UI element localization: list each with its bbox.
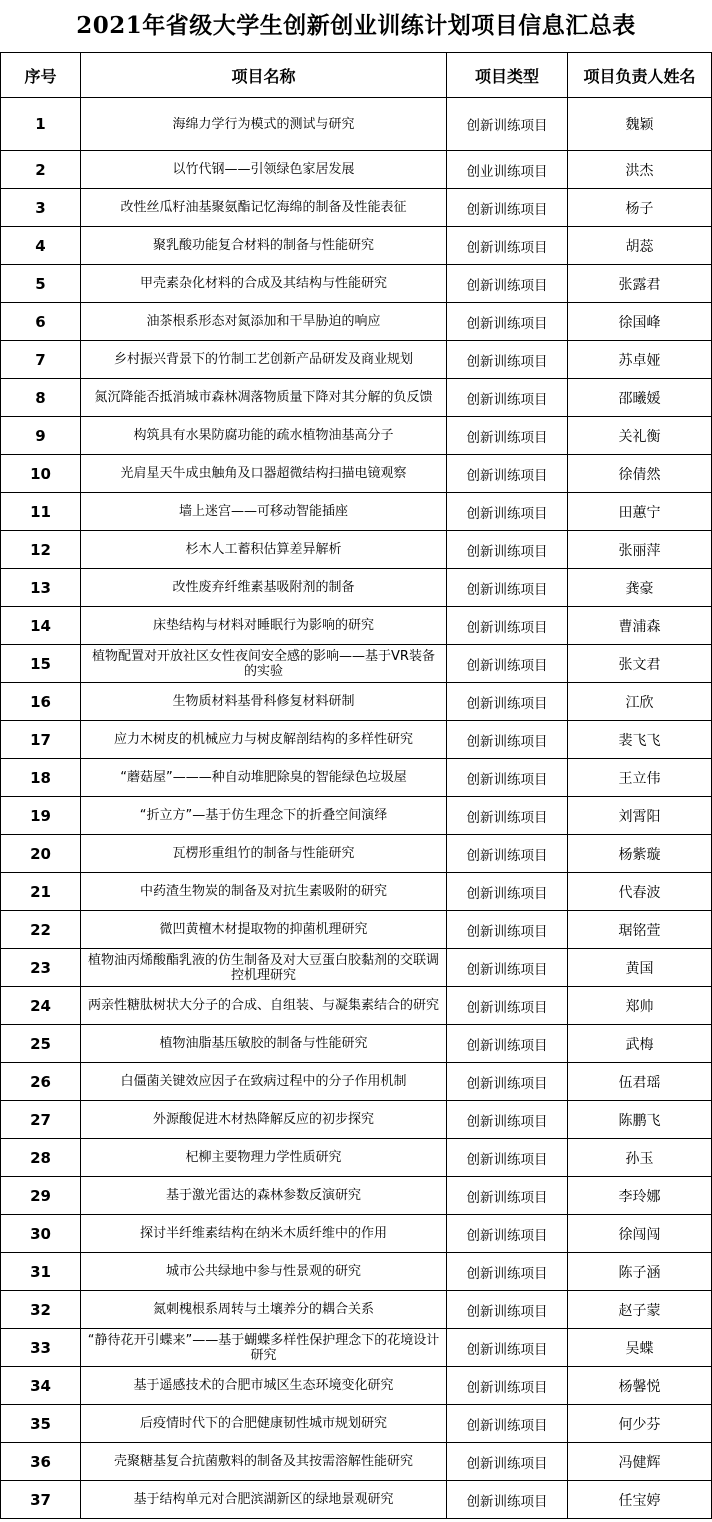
table-row [1, 151, 712, 189]
table-row [1, 873, 712, 911]
project-name-cell: 聚乳酸功能复合材料的制备与性能研究 [81, 227, 447, 265]
leader-name-cell: 陈子涵 [568, 1253, 712, 1291]
table-row [1, 683, 712, 721]
project-type-cell: 创新训练项目 [447, 1063, 568, 1101]
leader-name-cell: 琚铭萱 [568, 911, 712, 949]
project-name-cell: 杞柳主要物理力学性质研究 [81, 1139, 447, 1177]
row-number: 1 [1, 98, 81, 151]
project-name-cell: 基于激光雷达的森林参数反演研究 [81, 1177, 447, 1215]
table-row [1, 645, 712, 683]
row-number: 29 [1, 1177, 81, 1215]
leader-name-cell: 裴飞飞 [568, 721, 712, 759]
project-type-cell: 创新训练项目 [447, 1215, 568, 1253]
project-name-cell: 杉木人工蓄积估算差异解析 [81, 531, 447, 569]
project-name-cell: 基于遥感技术的合肥市城区生态环境变化研究 [81, 1367, 447, 1405]
leader-name-cell: 吴蝶 [568, 1329, 712, 1367]
header-leader-name: 项目负责人姓名 [568, 53, 712, 98]
table-row [1, 379, 712, 417]
project-type-cell: 创新训练项目 [447, 189, 568, 227]
project-name-cell: “静待花开引蝶来”——基于蝴蝶多样性保护理念下的花境设计研究 [81, 1329, 447, 1367]
project-type-cell: 创新训练项目 [447, 303, 568, 341]
table-row [1, 1443, 712, 1481]
table-row [1, 1329, 712, 1367]
leader-name-cell: 张丽萍 [568, 531, 712, 569]
table-row [1, 455, 712, 493]
project-type-cell: 创新训练项目 [447, 1177, 568, 1215]
leader-name-cell: 徐倩然 [568, 455, 712, 493]
project-name-cell: 墙上迷宫——可移动智能插座 [81, 493, 447, 531]
project-name-cell: “蘑菇屋”———种自动堆肥除臭的智能绿色垃圾屋 [81, 759, 447, 797]
project-name-cell: 植物油丙烯酸酯乳液的仿生制备及对大豆蛋白胶黏剂的交联调控机理研究 [81, 949, 447, 987]
project-type-cell: 创新训练项目 [447, 645, 568, 683]
project-type-cell: 创新训练项目 [447, 1481, 568, 1519]
project-type-cell: 创新训练项目 [447, 1405, 568, 1443]
project-type-cell: 创业训练项目 [447, 151, 568, 189]
row-number: 2 [1, 151, 81, 189]
header-project-name: 项目名称 [81, 53, 447, 98]
table-row [1, 303, 712, 341]
project-name-cell: 白僵菌关键效应因子在致病过程中的分子作用机制 [81, 1063, 447, 1101]
row-number: 24 [1, 987, 81, 1025]
table-row [1, 493, 712, 531]
project-name-cell: 后疫情时代下的合肥健康韧性城市规划研究 [81, 1405, 447, 1443]
leader-name-cell: 冯健辉 [568, 1443, 712, 1481]
leader-name-cell: 张文君 [568, 645, 712, 683]
leader-name-cell: 张露君 [568, 265, 712, 303]
project-name-cell: 改性丝瓜籽油基聚氨酯记忆海绵的制备及性能表征 [81, 189, 447, 227]
leader-name-cell: 杨紫璇 [568, 835, 712, 873]
project-type-cell: 创新训练项目 [447, 797, 568, 835]
row-number: 23 [1, 949, 81, 987]
row-number: 30 [1, 1215, 81, 1253]
leader-name-cell: 何少芬 [568, 1405, 712, 1443]
row-number: 14 [1, 607, 81, 645]
table-row [1, 911, 712, 949]
row-number: 4 [1, 227, 81, 265]
project-name-cell: “折立方”—基于仿生理念下的折叠空间演绎 [81, 797, 447, 835]
header-project-type: 项目类型 [447, 53, 568, 98]
table-row [1, 189, 712, 227]
project-name-cell: 两亲性糖肽树状大分子的合成、自组装、与凝集素结合的研究 [81, 987, 447, 1025]
leader-name-cell: 伍君瑶 [568, 1063, 712, 1101]
table-row [1, 1405, 712, 1443]
project-type-cell: 创新训练项目 [447, 607, 568, 645]
leader-name-cell: 陈鹏飞 [568, 1101, 712, 1139]
project-type-cell: 创新训练项目 [447, 1025, 568, 1063]
table-row [1, 1367, 712, 1405]
project-type-cell: 创新训练项目 [447, 341, 568, 379]
project-type-cell: 创新训练项目 [447, 1139, 568, 1177]
project-name-cell: 植物配置对开放社区女性夜间安全感的影响——基于VR装备的实验 [81, 645, 447, 683]
row-number: 16 [1, 683, 81, 721]
project-type-cell: 创新训练项目 [447, 1443, 568, 1481]
project-type-cell: 创新训练项目 [447, 721, 568, 759]
project-type-cell: 创新训练项目 [447, 987, 568, 1025]
leader-name-cell: 关礼衡 [568, 417, 712, 455]
project-type-cell: 创新训练项目 [447, 683, 568, 721]
project-name-cell: 氮沉降能否抵消城市森林凋落物质量下降对其分解的负反馈 [81, 379, 447, 417]
row-number: 11 [1, 493, 81, 531]
leader-name-cell: 郑帅 [568, 987, 712, 1025]
row-number: 37 [1, 1481, 81, 1519]
row-number: 18 [1, 759, 81, 797]
project-name-cell: 外源酸促进木材热降解反应的初步探究 [81, 1101, 447, 1139]
project-type-cell: 创新训练项目 [447, 493, 568, 531]
leader-name-cell: 刘霄阳 [568, 797, 712, 835]
project-type-cell: 创新训练项目 [447, 1101, 568, 1139]
leader-name-cell: 黄国 [568, 949, 712, 987]
leader-name-cell: 魏颖 [568, 98, 712, 151]
leader-name-cell: 徐国峰 [568, 303, 712, 341]
table-row [1, 1215, 712, 1253]
table-row [1, 1139, 712, 1177]
row-number: 22 [1, 911, 81, 949]
row-number: 17 [1, 721, 81, 759]
row-number: 15 [1, 645, 81, 683]
row-number: 19 [1, 797, 81, 835]
leader-name-cell: 杨子 [568, 189, 712, 227]
project-name-cell: 光肩星天牛成虫触角及口器超微结构扫描电镜观察 [81, 455, 447, 493]
row-number: 12 [1, 531, 81, 569]
project-type-cell: 创新训练项目 [447, 227, 568, 265]
table-body [1, 98, 712, 1519]
table-row [1, 417, 712, 455]
leader-name-cell: 徐闯闯 [568, 1215, 712, 1253]
table-row [1, 607, 712, 645]
project-name-cell: 构筑具有水果防腐功能的疏水植物油基高分子 [81, 417, 447, 455]
project-name-cell: 氮刺槐根系周转与土壤养分的耦合关系 [81, 1291, 447, 1329]
leader-name-cell: 武梅 [568, 1025, 712, 1063]
project-name-cell: 城市公共绿地中参与性景观的研究 [81, 1253, 447, 1291]
header-no: 序号 [1, 53, 81, 98]
project-name-cell: 乡村振兴背景下的竹制工艺创新产品研发及商业规划 [81, 341, 447, 379]
project-type-cell: 创新训练项目 [447, 1253, 568, 1291]
table-row [1, 721, 712, 759]
row-number: 13 [1, 569, 81, 607]
project-type-cell: 创新训练项目 [447, 98, 568, 151]
project-type-cell: 创新训练项目 [447, 569, 568, 607]
project-type-cell: 创新训练项目 [447, 417, 568, 455]
row-number: 33 [1, 1329, 81, 1367]
leader-name-cell: 邵曦媛 [568, 379, 712, 417]
table-row [1, 759, 712, 797]
project-type-cell: 创新训练项目 [447, 265, 568, 303]
project-name-cell: 改性废弃纤维素基吸附剂的制备 [81, 569, 447, 607]
page-title: 2021年省级大学生创新创业训练计划项目信息汇总表 [76, 12, 636, 39]
table-row [1, 835, 712, 873]
leader-name-cell: 田蕙宁 [568, 493, 712, 531]
leader-name-cell: 江欣 [568, 683, 712, 721]
table-row [1, 1101, 712, 1139]
table-row [1, 569, 712, 607]
row-number: 36 [1, 1443, 81, 1481]
project-name-cell: 应力木树皮的机械应力与树皮解剖结构的多样性研究 [81, 721, 447, 759]
row-number: 21 [1, 873, 81, 911]
project-name-cell: 油茶根系形态对氮添加和干旱胁迫的响应 [81, 303, 447, 341]
project-name-cell: 海绵力学行为模式的测试与研究 [81, 98, 447, 151]
leader-name-cell: 杨馨悦 [568, 1367, 712, 1405]
row-number: 3 [1, 189, 81, 227]
project-type-cell: 创新训练项目 [447, 379, 568, 417]
project-name-cell: 中药渣生物炭的制备及对抗生素吸附的研究 [81, 873, 447, 911]
table-row [1, 341, 712, 379]
table-row [1, 531, 712, 569]
table-row [1, 797, 712, 835]
project-type-cell: 创新训练项目 [447, 1367, 568, 1405]
table-row [1, 1291, 712, 1329]
project-name-cell: 以竹代钢——引领绿色家居发展 [81, 151, 447, 189]
leader-name-cell: 王立伟 [568, 759, 712, 797]
row-number: 27 [1, 1101, 81, 1139]
leader-name-cell: 曹浦森 [568, 607, 712, 645]
row-number: 10 [1, 455, 81, 493]
table-row [1, 98, 712, 151]
row-number: 28 [1, 1139, 81, 1177]
row-number: 31 [1, 1253, 81, 1291]
table-row [1, 949, 712, 987]
leader-name-cell: 李玲娜 [568, 1177, 712, 1215]
project-type-cell: 创新训练项目 [447, 455, 568, 493]
leader-name-cell: 代春波 [568, 873, 712, 911]
project-type-cell: 创新训练项目 [447, 531, 568, 569]
table-row [1, 265, 712, 303]
table-row [1, 1063, 712, 1101]
table-row [1, 227, 712, 265]
row-number: 35 [1, 1405, 81, 1443]
project-name-cell: 甲壳素杂化材料的合成及其结构与性能研究 [81, 265, 447, 303]
row-number: 20 [1, 835, 81, 873]
row-number: 32 [1, 1291, 81, 1329]
table-row [1, 1481, 712, 1519]
leader-name-cell: 龚豪 [568, 569, 712, 607]
project-name-cell: 探讨半纤维素结构在纳米木质纤维中的作用 [81, 1215, 447, 1253]
row-number: 7 [1, 341, 81, 379]
table-row [1, 1253, 712, 1291]
project-table [0, 52, 712, 1519]
table-row [1, 1177, 712, 1215]
project-name-cell: 瓦楞形重组竹的制备与性能研究 [81, 835, 447, 873]
project-type-cell: 创新训练项目 [447, 759, 568, 797]
leader-name-cell: 任宝婷 [568, 1481, 712, 1519]
leader-name-cell: 胡蕊 [568, 227, 712, 265]
project-type-cell: 创新训练项目 [447, 1329, 568, 1367]
row-number: 8 [1, 379, 81, 417]
row-number: 6 [1, 303, 81, 341]
project-name-cell: 床垫结构与材料对睡眠行为影响的研究 [81, 607, 447, 645]
project-name-cell: 植物油脂基压敏胶的制备与性能研究 [81, 1025, 447, 1063]
leader-name-cell: 苏卓娅 [568, 341, 712, 379]
project-name-cell: 微凹黄檀木材提取物的抑菌机理研究 [81, 911, 447, 949]
project-type-cell: 创新训练项目 [447, 1291, 568, 1329]
project-type-cell: 创新训练项目 [447, 911, 568, 949]
table-header-row [1, 53, 712, 98]
table-row [1, 1025, 712, 1063]
row-number: 26 [1, 1063, 81, 1101]
row-number: 9 [1, 417, 81, 455]
project-type-cell: 创新训练项目 [447, 949, 568, 987]
project-name-cell: 生物质材料基骨科修复材料研制 [81, 683, 447, 721]
row-number: 34 [1, 1367, 81, 1405]
row-number: 5 [1, 265, 81, 303]
leader-name-cell: 洪杰 [568, 151, 712, 189]
leader-name-cell: 赵子蒙 [568, 1291, 712, 1329]
project-type-cell: 创新训练项目 [447, 873, 568, 911]
project-name-cell: 基于结构单元对合肥滨湖新区的绿地景观研究 [81, 1481, 447, 1519]
leader-name-cell: 孙玉 [568, 1139, 712, 1177]
table-row [1, 987, 712, 1025]
row-number: 25 [1, 1025, 81, 1063]
project-name-cell: 壳聚糖基复合抗菌敷料的制备及其按需溶解性能研究 [81, 1443, 447, 1481]
project-type-cell: 创新训练项目 [447, 835, 568, 873]
